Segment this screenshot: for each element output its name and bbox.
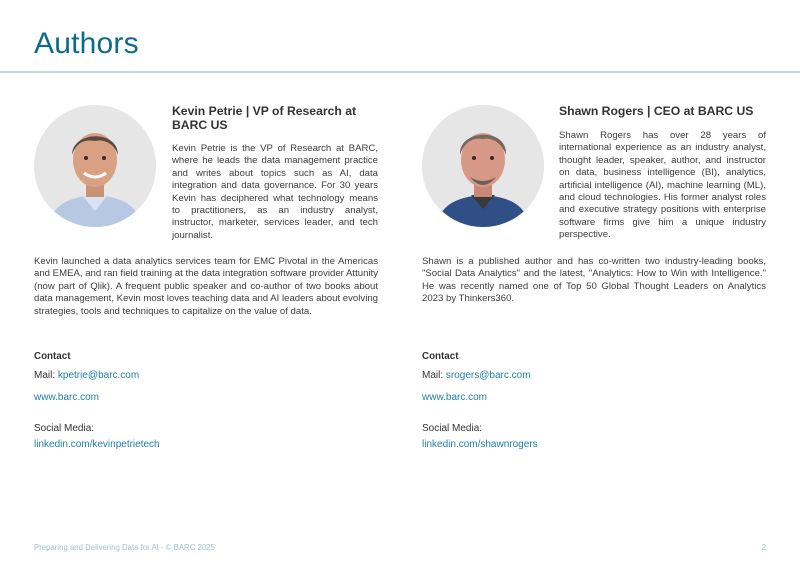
mail-line	[422, 370, 531, 381]
title-divider	[0, 71, 800, 73]
mail-label: Mail:	[34, 370, 58, 381]
kevin-petrie-email-link[interactable]: kpetrie@barc.com	[57, 370, 140, 381]
kevin-petrie-long-bio: Kevin launched a data analytics services team for EMC Pivotal in the Americas and EMEA, and ran field training at the data integration software provider Attunity (now part of Qlik). A frequent public speaker and co-author of two books about data management, Kevin most loves teaching data and AI leaders about evolving strategies, tools and techniques to capitalize on the value of data.	[34, 256, 378, 317]
mail-line	[34, 370, 139, 381]
social-media-heading: Social Media:	[422, 423, 483, 434]
shawn-rogers-email-link[interactable]: srogers@barc.com	[445, 370, 531, 381]
page-title: Authors	[34, 27, 139, 60]
kevin-petrie-website-link[interactable]: www.barc.com	[34, 392, 100, 403]
shawn-rogers-linkedin-link[interactable]: linkedin.com/shawnrogers	[422, 439, 538, 450]
mail-label: Mail:	[422, 370, 446, 381]
kevin-petrie-name: Kevin Petrie | VP of Research at BARC US	[172, 104, 357, 132]
kevin-petrie-short-bio: Kevin Petrie is the VP of Research at BARC, where he leads the data management practice and writes about topics such as AI, data integration and data governance. For 30 years Kevin has deciphered what technology means to practitioners, as an industry analyst, instructor, marketer, services leader, and tech journalist.	[172, 143, 378, 241]
kevin-petrie-photo	[34, 105, 156, 227]
social-media-heading: Social Media:	[34, 423, 95, 434]
contact-heading: Contact	[422, 351, 459, 362]
shawn-rogers-short-bio: Shawn Rogers has over 28 years of international experience as an industry analyst, thought leader, speaker, author, and instructor on data, business intelligence (BI), analytics, artificial intelligence (AI), machine learning (ML), and cloud technologies. His former analyst roles and executive strategy positions with enterprise software firms give him a unique industry perspective.	[559, 130, 766, 241]
page-number: 2	[761, 543, 766, 552]
kevin-petrie-linkedin-link[interactable]: linkedin.com/kevinpetrietech	[34, 439, 160, 450]
shawn-rogers-name: Shawn Rogers | CEO at BARC US	[559, 104, 754, 118]
contact-heading: Contact	[34, 351, 71, 362]
footer-text: Preparing and Delivering Data for AI - © BARC 2025	[34, 543, 215, 552]
shawn-rogers-long-bio: Shawn is a published author and has co-written two industry-leading books, "Social Data Analytics" and the latest, "Analytics: How to Win with Intelligence." He was recently named one of Top 50 Global Thought Leaders on Analytics 2023 by Thinkers360.	[422, 256, 766, 305]
shawn-rogers-photo	[422, 105, 544, 227]
shawn-rogers-website-link[interactable]: www.barc.com	[422, 392, 488, 403]
